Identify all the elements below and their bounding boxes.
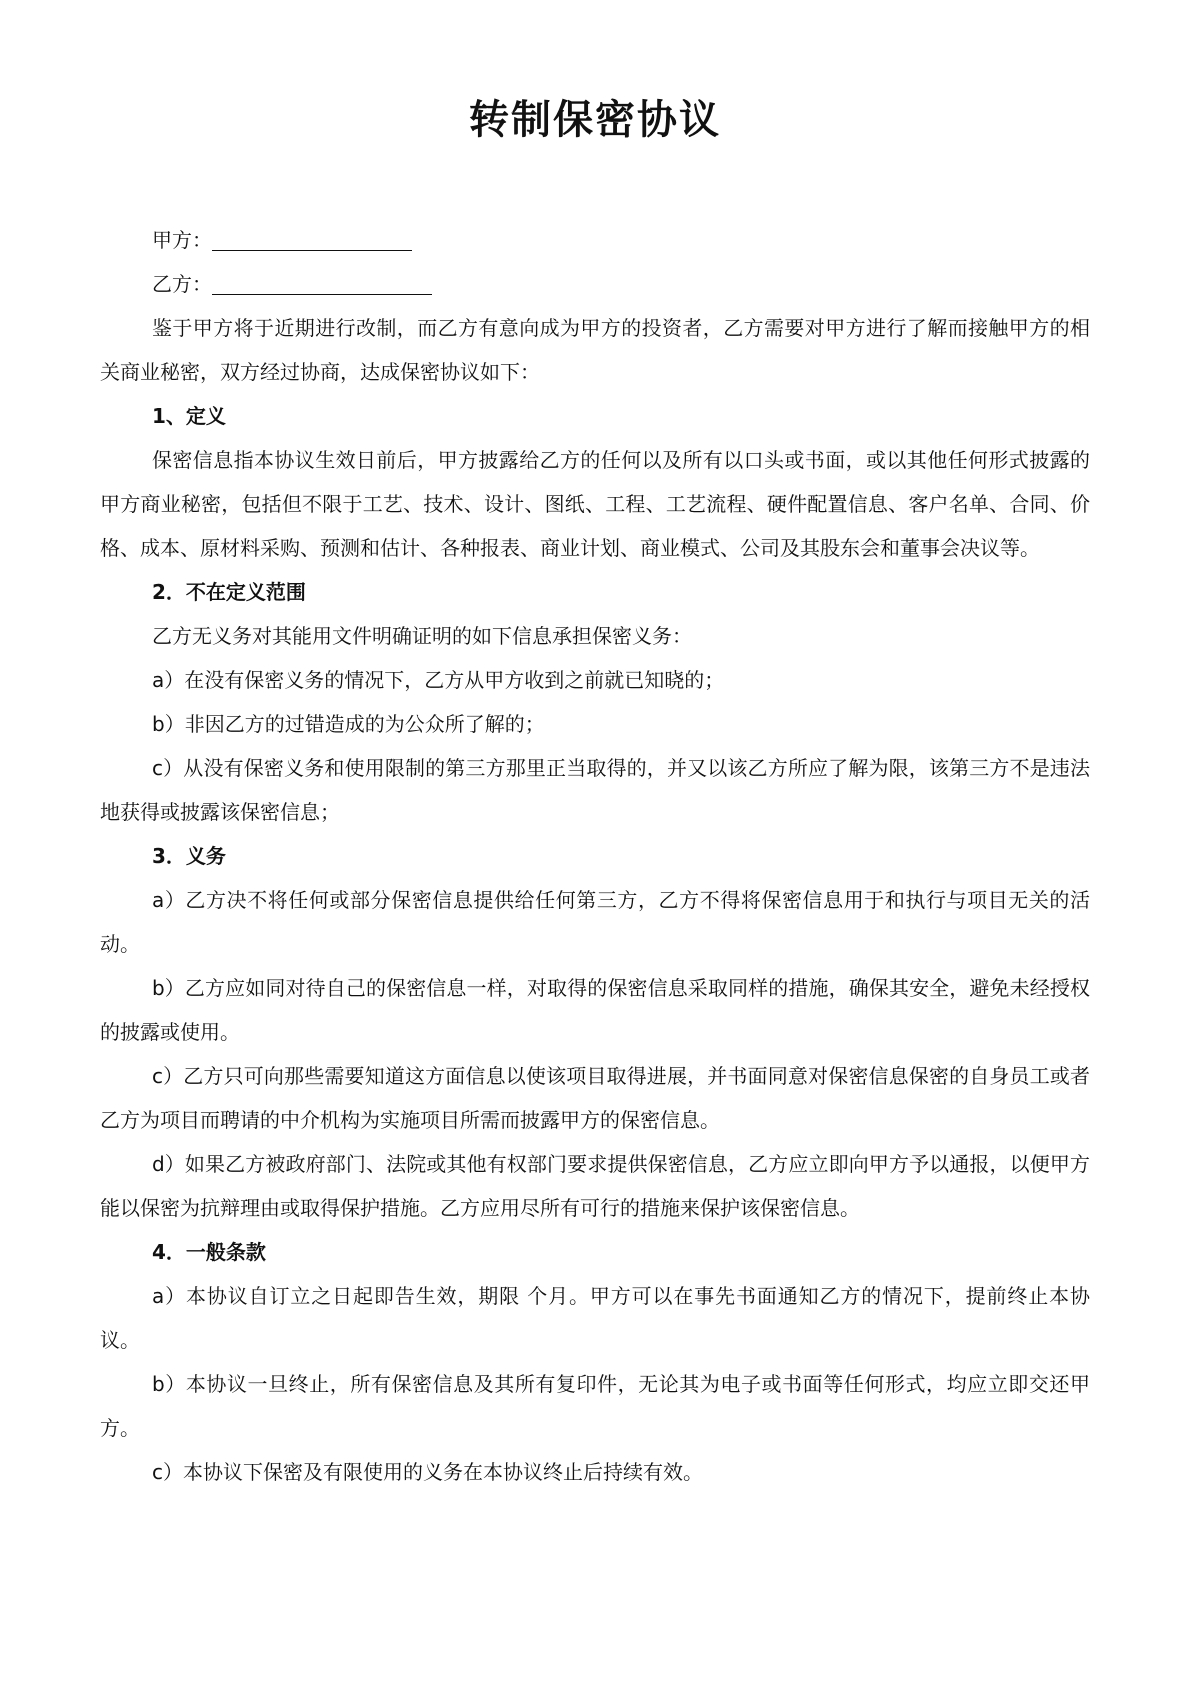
section-heading: 2．不在定义范围: [152, 580, 306, 604]
section-paragraph: b）本协议一旦终止，所有保密信息及其所有复印件，无论其为电子或书面等任何形式，均应立即交还甲方。: [100, 1372, 1090, 1440]
party-b-line: [100, 262, 1090, 306]
section-heading: 1、定义: [152, 404, 226, 428]
section-paragraph: 保密信息指本协议生效日前后，甲方披露给乙方的任何以及所有以口头或书面，或以其他任何形式披露的甲方商业秘密，包括但不限于工艺、技术、设计、图纸、工程、工艺流程、硬件配置信息、客户名单、合同、价格、成本、原材料采购、预测和估计、各种报表、商业计划、商业模式、公司及其股东会和董事会决议等。: [100, 448, 1090, 560]
party-b-blank[interactable]: [212, 272, 432, 295]
section-paragraph: b）非因乙方的过错造成的为公众所了解的；: [152, 712, 545, 736]
party-b-label: 乙方：: [152, 272, 212, 296]
party-a-label: 甲方：: [152, 228, 212, 252]
party-a-line: [100, 218, 1090, 262]
section-paragraph: a）在没有保密义务的情况下，乙方从甲方收到之前就已知晓的；: [152, 668, 725, 692]
section-paragraph: a）本协议自订立之日起即告生效，期限 个月。甲方可以在事先书面通知乙方的情况下，提前终止本协议。: [100, 1284, 1090, 1352]
intro-paragraph: 鉴于甲方将于近期进行改制，而乙方有意向成为甲方的投资者，乙方需要对甲方进行了解而接触甲方的相关商业秘密，双方经过协商，达成保密协议如下：: [100, 316, 1090, 384]
document-body: [100, 218, 1090, 1494]
section-paragraph: c）本协议下保密及有限使用的义务在本协议终止后持续有效。: [152, 1460, 703, 1484]
section-paragraph: c）从没有保密义务和使用限制的第三方那里正当取得的，并又以该乙方所应了解为限，该第三方不是违法地获得或披露该保密信息；: [100, 756, 1090, 824]
section-paragraph: c）乙方只可向那些需要知道这方面信息以使该项目取得进展，并书面同意对保密信息保密的自身员工或者乙方为项目而聘请的中介机构为实施项目所需而披露甲方的保密信息。: [100, 1064, 1090, 1132]
section-heading: 4．一般条款: [152, 1240, 266, 1264]
party-a-blank[interactable]: [212, 228, 412, 251]
section-paragraph: 乙方无义务对其能用文件明确证明的如下信息承担保密义务：: [152, 624, 692, 648]
section-paragraph: d）如果乙方被政府部门、法院或其他有权部门要求提供保密信息，乙方应立即向甲方予以通报，以便甲方能以保密为抗辩理由或取得保护措施。乙方应用尽所有可行的措施来保护该保密信息。: [100, 1152, 1090, 1220]
document-title: 转制保密协议: [469, 97, 721, 143]
section-heading: 3．义务: [152, 844, 226, 868]
section-paragraph: b）乙方应如同对待自己的保密信息一样，对取得的保密信息采取同样的措施，确保其安全，避免未经授权的披露或使用。: [100, 976, 1090, 1044]
section-paragraph: a）乙方决不将任何或部分保密信息提供给任何第三方，乙方不得将保密信息用于和执行与项目无关的活动。: [100, 888, 1090, 956]
